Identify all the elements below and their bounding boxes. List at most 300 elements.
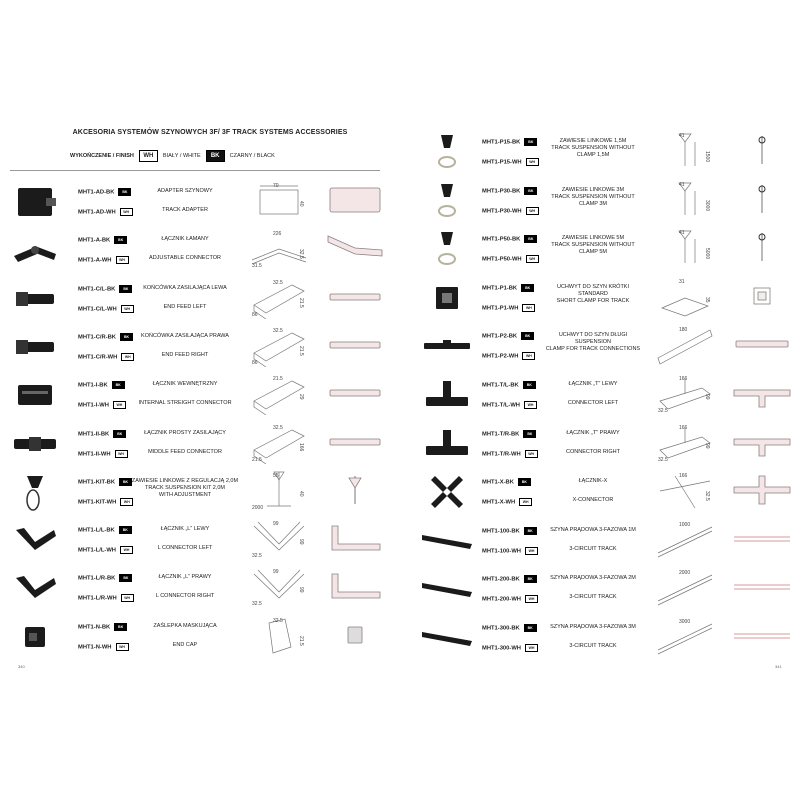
wh-tag: WH	[120, 546, 133, 554]
product-row-left	[10, 472, 380, 522]
svg-text:21.5: 21.5	[298, 635, 304, 646]
code-text: MHT1-200-WH	[482, 596, 521, 603]
side-view	[732, 474, 792, 511]
bk-tag: BK	[118, 188, 131, 196]
svg-text:166: 166	[298, 442, 304, 451]
code-text: MHT1-A-BK	[78, 237, 111, 244]
product-description	[538, 575, 648, 601]
svg-text:226: 226	[273, 231, 282, 238]
code-text: MHT1-C/R-BK	[78, 334, 116, 341]
side-view	[326, 281, 384, 318]
white-text: BIAŁY / WHITE	[162, 153, 201, 159]
description-line: STANDARD	[578, 290, 608, 297]
technical-drawing	[654, 567, 716, 614]
code-text: MHT1-P2-BK	[482, 333, 518, 340]
wh-tag: WH	[120, 208, 133, 216]
wh-tag: WH	[116, 643, 129, 651]
black-code	[482, 575, 537, 583]
technical-drawing	[654, 324, 716, 371]
product-description	[130, 526, 240, 552]
bk-tag: BK	[114, 236, 127, 244]
code-text: MHT1-P1-BK	[482, 285, 518, 292]
description-line: ŁĄCZNIK „L” PRAWY	[158, 574, 212, 581]
product-row-left	[10, 569, 380, 618]
wh-tag: WH	[121, 305, 134, 313]
svg-text:86: 86	[252, 359, 258, 366]
bk-tag: BK	[112, 381, 125, 389]
description-line: ŁĄCZNIK-X	[578, 478, 608, 485]
svg-text:32.5: 32.5	[658, 408, 668, 414]
side-view	[732, 328, 792, 365]
product-row-right	[420, 521, 790, 571]
technical-drawing	[248, 566, 310, 613]
side-view	[732, 231, 792, 268]
bk-tag: BK	[119, 285, 132, 293]
product-description	[130, 188, 240, 214]
black-code	[78, 285, 132, 293]
black-code	[78, 430, 126, 438]
description-line: CONNECTOR RIGHT	[566, 448, 620, 455]
product-description	[538, 332, 648, 353]
product-photo	[420, 278, 474, 323]
description-line: SZYNA PRĄDOWA 3-FAZOWA 3M	[550, 624, 636, 630]
product-row-right	[420, 133, 790, 182]
code-text: MHT1-N-WH	[78, 644, 112, 651]
svg-text:3000: 3000	[679, 619, 691, 625]
page-title: AKCESORIA SYSTEMÓW SZYNOWYCH 3F/ 3F TRACK SYSTEMS ACCESSORIES	[72, 129, 348, 136]
product-photo	[420, 521, 474, 566]
technical-drawing	[654, 373, 716, 420]
description-line: ZAWIESIE LINKOWE 1,5M	[559, 138, 627, 144]
technical-drawing	[654, 470, 716, 517]
black-code	[482, 527, 537, 535]
side-view	[732, 134, 792, 171]
side-view	[326, 522, 384, 559]
code-text: MHT1-KIT-WH	[78, 499, 117, 506]
code-text: MHT1-300-BK	[482, 625, 520, 632]
white-code	[78, 450, 128, 458]
description-line: TRACK SUSPENSION KIT 2,0M	[145, 484, 225, 491]
technical-drawing	[654, 130, 716, 177]
description-line: L CONNECTOR LEFT	[157, 545, 213, 552]
svg-text:3000: 3000	[704, 199, 710, 211]
bk-tag: BK	[524, 624, 537, 632]
svg-text:2000: 2000	[252, 504, 264, 511]
wh-tag: WH	[524, 401, 537, 409]
bk-tag: BK	[119, 478, 132, 486]
svg-text:70: 70	[273, 183, 279, 189]
white-code	[78, 401, 126, 409]
technical-drawing	[248, 373, 310, 420]
svg-text:32.5: 32.5	[273, 279, 283, 286]
description-line: 3-CIRCUIT TRACK	[569, 643, 617, 649]
description-line: SZYNA PRĄDOWA 3-FAZOWA 2M	[550, 575, 636, 582]
description-line: SZYNA PRĄDOWA 3-FAZOWA 1M	[550, 526, 636, 533]
code-text: MHT1-200-BK	[482, 576, 520, 583]
side-view	[326, 474, 384, 511]
code-text: MHT1-N-BK	[78, 624, 111, 631]
code-text: MHT1-C/R-WH	[78, 354, 118, 361]
bk-tag: BK	[119, 526, 132, 534]
side-view	[326, 232, 384, 269]
wh-tag: WH	[526, 158, 539, 166]
black-code	[482, 332, 534, 340]
technical-drawing	[654, 276, 716, 323]
product-description	[538, 624, 648, 650]
side-view	[326, 570, 384, 607]
black-code	[78, 623, 127, 631]
product-description	[538, 235, 648, 256]
svg-text:99: 99	[298, 539, 304, 545]
product-row-left	[10, 183, 380, 232]
product-photo	[420, 569, 474, 614]
wh-tag: WH	[522, 352, 535, 360]
description-line: TRACK SUSPENSION WITHOUT	[551, 193, 635, 200]
wh-tag: WH	[121, 353, 134, 361]
description-line: X-CONNECTOR	[572, 497, 614, 504]
white-code	[78, 546, 133, 554]
side-view	[732, 571, 792, 608]
side-view	[326, 184, 384, 221]
technical-drawing	[248, 325, 310, 372]
svg-text:35: 35	[704, 296, 710, 303]
code-text: MHT1-P1-WH	[482, 305, 519, 312]
description-line: UCHWYT DO SZYN KRÓTKI	[556, 283, 629, 290]
black-code	[78, 236, 127, 244]
technical-drawing	[248, 180, 310, 227]
wh-tag: WH	[525, 450, 538, 458]
side-view	[732, 620, 792, 657]
code-text: MHT1-L/R-WH	[78, 595, 117, 602]
description-line: ZAWIESIE LINKOWE 3M	[561, 186, 625, 193]
svg-text:21.5: 21.5	[273, 376, 283, 383]
svg-text:32.5: 32.5	[273, 327, 283, 334]
product-description	[130, 381, 240, 407]
code-text: MHT1-L/R-BK	[78, 575, 116, 582]
black-code	[78, 526, 132, 534]
white-code	[482, 644, 538, 652]
svg-text:99: 99	[704, 394, 710, 400]
code-text: MHT1-P50-BK	[482, 236, 521, 243]
product-row-left	[10, 424, 380, 474]
product-row-right	[420, 619, 790, 668]
svg-text:41: 41	[679, 133, 685, 139]
product-description	[130, 430, 240, 456]
wh-tag: WH	[113, 401, 126, 409]
code-text: MHT1-P50-WH	[482, 256, 522, 263]
description-line: ZAWIESIE LINKOWE 5M	[561, 235, 625, 242]
bk-tag: BK	[524, 138, 537, 146]
technical-drawing	[654, 519, 716, 566]
svg-text:99: 99	[273, 569, 279, 576]
product-photo	[10, 230, 60, 275]
product-description	[130, 333, 240, 359]
product-photo	[10, 279, 60, 324]
description-line: INTERNAL STREIGHT CONNECTOR	[138, 400, 232, 407]
white-code	[78, 643, 129, 651]
wh-tag: WH	[115, 450, 128, 458]
wh-tag: WH	[120, 498, 133, 506]
product-description	[538, 478, 648, 504]
product-row-right	[420, 473, 790, 522]
wh-tag: WH	[519, 498, 532, 506]
page-number-right: 341	[775, 664, 782, 669]
description-line: TRACK ADAPTER	[162, 207, 208, 213]
description-line: WITH ADJUSTMENT	[158, 491, 212, 498]
black-code	[482, 381, 536, 389]
bk-tag: BK	[113, 430, 126, 438]
white-swatch: WH	[139, 150, 158, 162]
bk-tag: BK	[523, 381, 536, 389]
code-text: MHT1-I-WH	[78, 402, 109, 409]
product-photo	[420, 618, 474, 663]
product-photo	[10, 424, 60, 469]
product-row-right	[420, 230, 790, 279]
product-photo	[10, 182, 60, 227]
product-photo	[420, 326, 474, 371]
svg-text:32.5: 32.5	[273, 617, 283, 624]
white-code	[78, 208, 133, 216]
product-photo	[10, 375, 60, 420]
white-code	[482, 547, 538, 555]
black-code	[78, 478, 132, 486]
code-text: MHT1-P2-WH	[482, 353, 519, 360]
product-photo	[420, 229, 474, 274]
wh-tag: WH	[525, 595, 538, 603]
code-text: MHT1-100-BK	[482, 528, 520, 535]
product-photo	[420, 132, 474, 177]
black-text: CZARNY / BLACK	[229, 153, 275, 159]
wh-tag: WH	[121, 594, 134, 602]
code-text: MHT1-A-WH	[78, 257, 112, 264]
svg-text:166: 166	[679, 424, 688, 431]
white-code	[78, 305, 134, 313]
product-photo	[10, 520, 60, 565]
description-line: END CAP	[172, 641, 198, 648]
svg-text:166: 166	[679, 376, 688, 382]
finish-legend	[70, 150, 275, 162]
code-text: MHT1-C/L-WH	[78, 306, 117, 313]
black-code	[78, 574, 132, 582]
wh-tag: WH	[525, 644, 538, 652]
black-code	[482, 235, 537, 243]
description-line: ZAWIESIE LINKOWE Z REGULACJĄ 2,0M	[131, 477, 239, 484]
bk-tag: BK	[524, 575, 537, 583]
code-text: MHT1-T/R-BK	[482, 431, 520, 438]
description-line: SHORT CLAMP FOR TRACK	[556, 297, 630, 304]
bk-tag: BK	[120, 333, 133, 341]
description-line: KOŃCÓWKA ZASILAJĄCA LEWA	[143, 284, 227, 291]
code-text: MHT1-T/R-WH	[482, 451, 521, 458]
product-description	[130, 478, 240, 499]
product-row-right	[420, 376, 790, 425]
black-code	[482, 430, 536, 438]
description-line: SUSPENSION	[574, 339, 612, 346]
svg-text:31.5: 31.5	[252, 263, 262, 270]
svg-text:86: 86	[252, 311, 258, 318]
description-line: ADJUSTABLE CONNECTOR	[149, 255, 221, 262]
technical-drawing	[248, 615, 310, 662]
technical-drawing	[654, 179, 716, 226]
side-view	[326, 426, 384, 463]
svg-text:1000: 1000	[679, 521, 691, 528]
code-text: MHT1-T/L-BK	[482, 382, 519, 389]
svg-text:99: 99	[273, 521, 279, 528]
description-line: ŁĄCZNIK WEWNĘTRZNY	[152, 381, 218, 388]
svg-text:21.5: 21.5	[252, 456, 262, 463]
code-text: MHT1-X-WH	[482, 499, 516, 506]
black-code	[78, 188, 131, 196]
code-text: MHT1-300-WH	[482, 645, 521, 652]
page-number-left: 340	[18, 664, 25, 669]
white-code	[78, 498, 133, 506]
product-row-left	[10, 521, 380, 570]
description-line: TRACK SUSPENSION WITHOUT	[551, 145, 635, 151]
description-line: CONNECTOR LEFT	[567, 400, 619, 406]
svg-text:180: 180	[679, 327, 688, 334]
side-view	[326, 377, 384, 414]
description-line: ŁĄCZNIK „L” LEWY	[160, 526, 210, 533]
svg-text:40: 40	[298, 490, 304, 497]
black-code	[482, 187, 537, 195]
description-line: TRACK SUSPENSION WITHOUT	[551, 242, 635, 249]
wh-tag: WH	[116, 256, 129, 264]
product-row-left	[10, 327, 380, 377]
product-row-right	[420, 181, 790, 231]
code-text: MHT1-II-WH	[78, 451, 111, 458]
bk-tag: BK	[518, 478, 531, 486]
description-line: END FEED LEFT	[163, 303, 207, 310]
technical-drawing	[248, 470, 310, 517]
product-photo	[10, 617, 60, 662]
black-code	[482, 478, 531, 486]
svg-text:21.5: 21.5	[298, 345, 304, 356]
side-view	[732, 426, 792, 463]
svg-text:32.5: 32.5	[252, 553, 262, 560]
white-code	[482, 255, 539, 263]
product-row-right	[420, 278, 790, 328]
product-row-right	[420, 424, 790, 474]
product-description	[538, 138, 648, 159]
black-code	[482, 624, 537, 632]
white-code	[482, 450, 538, 458]
side-view	[732, 523, 792, 560]
wh-tag: WH	[525, 547, 538, 555]
product-description	[538, 430, 648, 456]
white-code	[482, 304, 535, 312]
svg-text:21.5: 21.5	[298, 297, 304, 308]
white-code	[482, 498, 532, 506]
svg-text:32.5: 32.5	[704, 491, 710, 501]
product-row-left	[10, 376, 380, 425]
svg-text:2000: 2000	[679, 570, 691, 577]
bk-tag: BK	[524, 187, 537, 195]
code-text: MHT1-C/L-BK	[78, 286, 116, 293]
side-view	[326, 619, 384, 656]
svg-text:29: 29	[298, 394, 304, 400]
product-description	[538, 284, 648, 305]
technical-drawing	[654, 422, 716, 469]
black-code	[78, 333, 133, 341]
svg-text:41: 41	[679, 181, 685, 188]
white-code	[482, 207, 539, 215]
svg-text:166: 166	[679, 473, 688, 480]
description-line: 3-CIRCUIT TRACK	[569, 594, 617, 601]
technical-drawing	[654, 227, 716, 274]
description-line: KOŃCÓWKA ZASILAJĄCA PRAWA	[141, 332, 229, 339]
description-line: UCHWYT DO SZYN DŁUGI	[558, 332, 628, 339]
bk-tag: BK	[524, 235, 537, 243]
black-code	[482, 138, 537, 146]
side-view	[732, 183, 792, 220]
description-line: ŁĄCZNIK „T” LEWY	[568, 381, 618, 387]
code-text: MHT1-L/L-BK	[78, 527, 115, 534]
description-line: CLAMP 5M	[578, 249, 608, 256]
product-row-right	[420, 570, 790, 619]
technical-drawing	[248, 228, 310, 275]
description-line: ŁĄCZNIK „T” PRAWY	[566, 429, 620, 436]
white-code	[78, 256, 129, 264]
description-line: END FEED RIGHT	[161, 351, 209, 358]
white-code	[482, 595, 538, 603]
bk-tag: BK	[119, 574, 132, 582]
side-view	[326, 329, 384, 366]
product-row-left	[10, 617, 380, 667]
product-row-left	[10, 231, 380, 280]
code-text: MHT1-P15-WH	[482, 159, 522, 166]
product-photo	[10, 327, 60, 372]
product-description	[538, 381, 648, 407]
code-text: MHT1-L/L-WH	[78, 547, 116, 554]
svg-text:99: 99	[298, 587, 304, 593]
product-description	[130, 574, 240, 600]
code-text: MHT1-P30-BK	[482, 188, 521, 195]
white-code	[78, 594, 134, 602]
svg-text:55: 55	[273, 472, 279, 479]
code-text: MHT1-100-WH	[482, 548, 521, 555]
description-line: CLAMP 3M	[578, 200, 608, 207]
finish-label: WYKOŃCZENIE / FINISH	[70, 153, 134, 159]
white-code	[482, 401, 537, 409]
product-description	[130, 285, 240, 311]
product-photo	[420, 375, 474, 420]
bk-tag: BK	[523, 430, 536, 438]
svg-text:41: 41	[679, 230, 685, 237]
wh-tag: WH	[526, 207, 539, 215]
code-text: MHT1-I-BK	[78, 382, 108, 389]
code-text: MHT1-KIT-BK	[78, 479, 116, 486]
description-line: ADAPTER SZYNOWY	[157, 188, 213, 194]
bk-tag: BK	[521, 332, 534, 340]
side-view	[732, 377, 792, 414]
product-photo	[420, 424, 474, 469]
description-line: ŁĄCZNIK ŁAMANY	[161, 236, 209, 243]
svg-text:32.5: 32.5	[658, 456, 668, 463]
white-code	[482, 158, 539, 166]
wh-tag: WH	[526, 255, 539, 263]
technical-drawing	[248, 422, 310, 469]
technical-drawing	[248, 277, 310, 324]
black-code	[482, 284, 534, 292]
white-code	[78, 353, 134, 361]
description-line: 3-CIRCUIT TRACK	[569, 545, 617, 552]
product-photo	[10, 472, 60, 517]
description-line: MIDDLE FEED CONNECTOR	[148, 448, 222, 455]
technical-drawing	[654, 616, 716, 663]
code-text: MHT1-II-BK	[78, 431, 110, 438]
code-text: MHT1-T/L-WH	[482, 402, 520, 409]
description-line: L CONNECTOR RIGHT	[155, 593, 215, 600]
